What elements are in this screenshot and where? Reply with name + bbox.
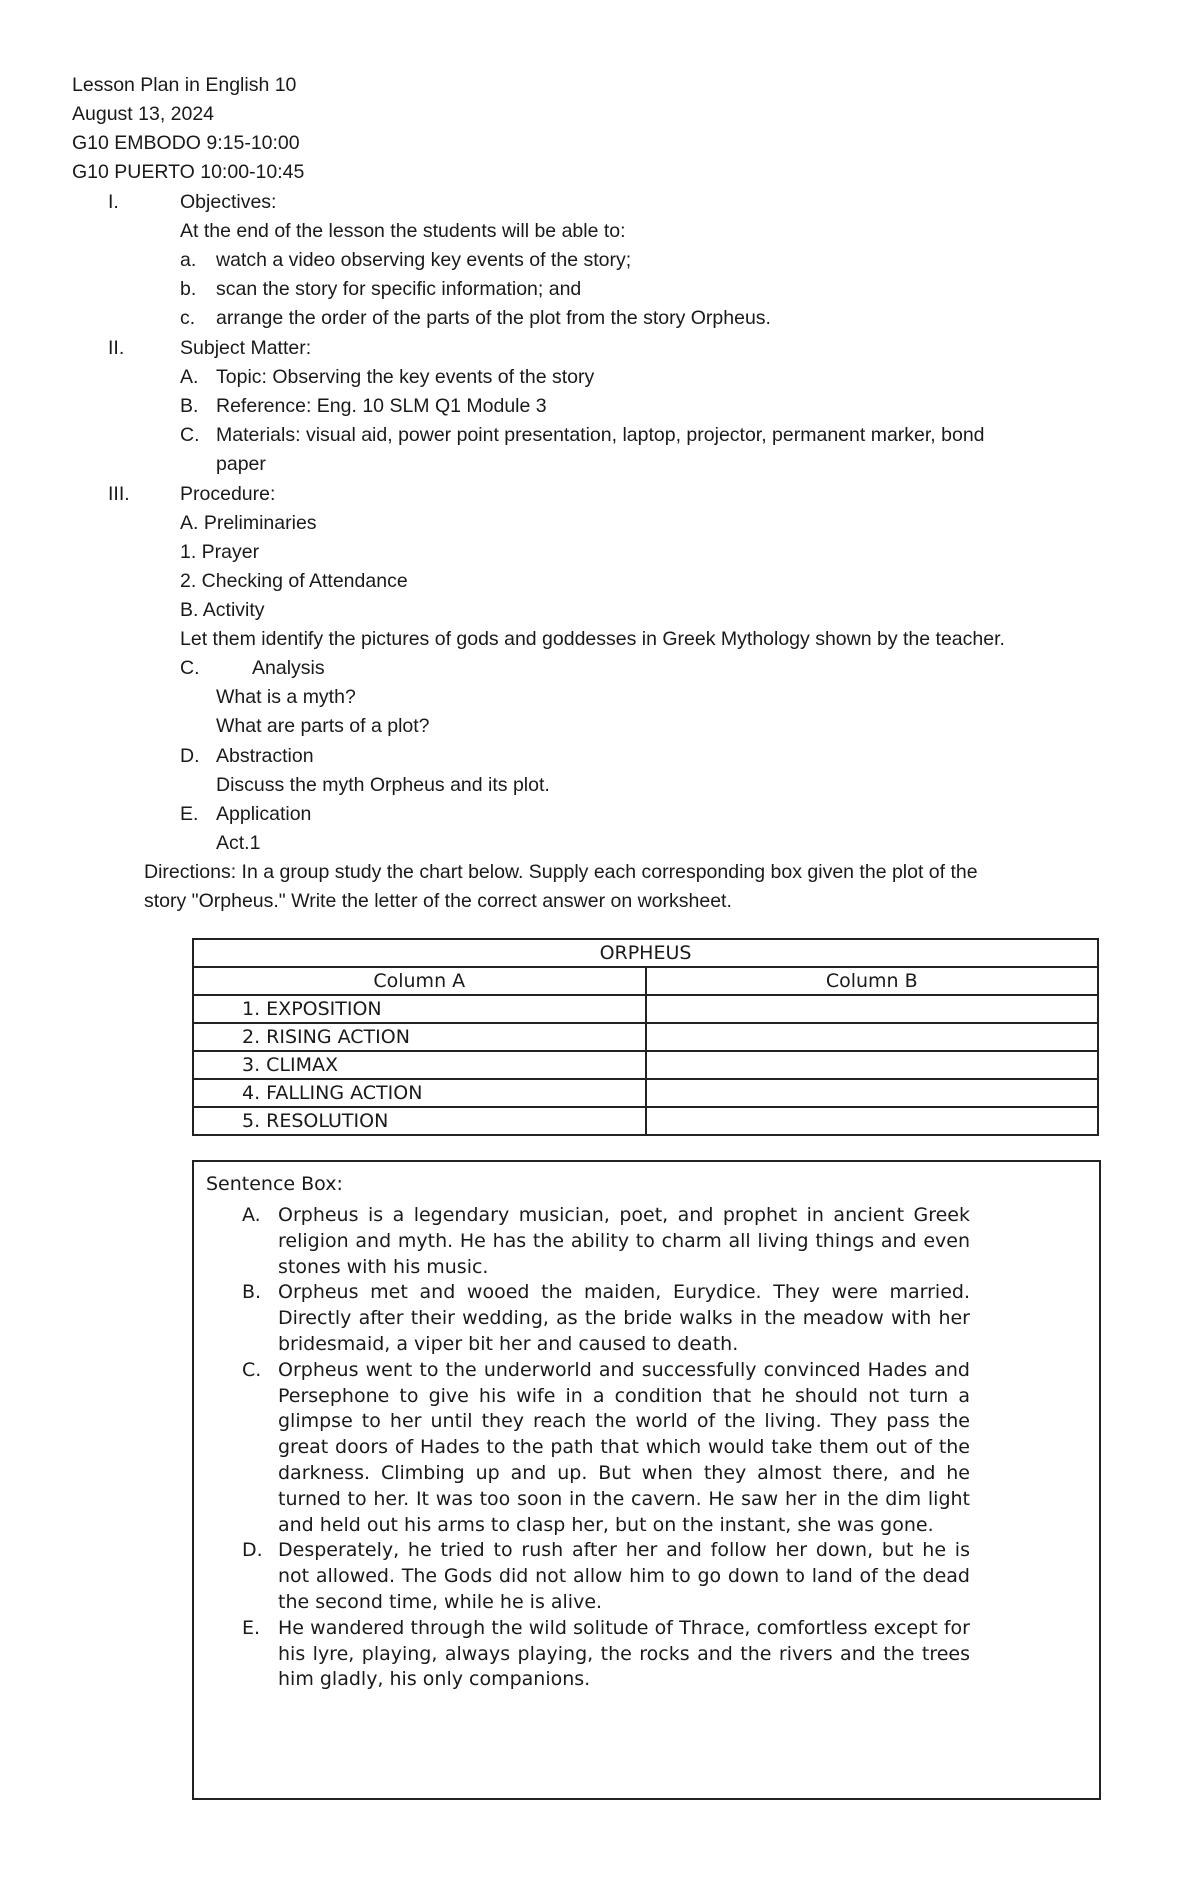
procedure-heading: Procedure: [180, 483, 276, 505]
objectives-heading: Objectives: [180, 191, 277, 213]
section-schedule-2: G10 PUERTO 10:00-10:45 [72, 161, 305, 183]
objective-letter: b. [180, 278, 197, 300]
subject-letter: C. [180, 424, 200, 446]
analysis-heading: Analysis [252, 657, 325, 679]
table-row [193, 1107, 1098, 1135]
sentence-box-heading: Sentence Box: [206, 1173, 343, 1195]
abstraction-letter: D. [180, 745, 200, 767]
lesson-date: August 13, 2024 [72, 103, 215, 125]
analysis-letter: C. [180, 657, 200, 679]
activity-heading: B. Activity [180, 599, 265, 621]
activity-number: Act.1 [216, 832, 261, 854]
application-letter: E. [180, 803, 199, 825]
subject-heading: Subject Matter: [180, 337, 312, 359]
prayer-item: 1. Prayer [180, 541, 260, 563]
attendance-item: 2. Checking of Attendance [180, 570, 408, 592]
answer-cell[interactable] [646, 1107, 1099, 1135]
abstraction-text: Discuss the myth Orpheus and its plot. [216, 774, 550, 796]
list-item [194, 1203, 970, 1280]
objective-item: arrange the order of the parts of the plot from the story Orpheus. [216, 307, 771, 329]
objective-letter: a. [180, 249, 197, 271]
sentence-text: Desperately, he tried to rush after her and follow her down, but he is not allowed. The Gods did not allow him to go down to land of the dead the second time, while he is alive. [278, 1539, 970, 1613]
table-row [193, 1023, 1098, 1051]
sentence-list [194, 1203, 1099, 1693]
answer-cell[interactable] [646, 995, 1099, 1023]
sentence-text: Orpheus met and wooed the maiden, Eurydice. They were married. Directly after their wedding, as the bride walks in the meadow with her bridesmaid, a viper bit her and caused to death. [278, 1281, 970, 1355]
list-item [194, 1358, 970, 1539]
plot-part-cell: 1. EXPOSITION [193, 995, 646, 1023]
sentence-letter: A. [242, 1204, 261, 1226]
sentence-letter: E. [242, 1616, 261, 1639]
subject-topic: Topic: Observing the key events of the story [216, 366, 595, 388]
subject-numeral: II. [108, 337, 125, 359]
objective-letter: c. [180, 307, 196, 329]
table-row [193, 1079, 1098, 1107]
answer-cell[interactable] [646, 1079, 1099, 1107]
subject-materials-cont: paper [216, 453, 266, 475]
list-item [194, 1538, 970, 1615]
plot-chart [192, 938, 1099, 1136]
section-schedule-1: G10 EMBODO 9:15-10:00 [72, 132, 300, 154]
objective-item: scan the story for specific information; and [216, 278, 582, 300]
plot-part-cell: 5. RESOLUTION [193, 1107, 646, 1135]
objectives-intro: At the end of the lesson the students will be able to: [180, 220, 626, 242]
answer-cell[interactable] [646, 1051, 1099, 1079]
sentence-text: He wandered through the wild solitude of Thrace, comfortless except for his lyre, playing, always playing, the rocks and the rivers and the trees him gladly, his only companions. [278, 1616, 970, 1691]
objective-item: watch a video observing key events of the story; [216, 249, 632, 271]
answer-cell[interactable] [646, 1023, 1099, 1051]
sentence-letter: D. [242, 1539, 263, 1562]
plot-part-cell: 2. RISING ACTION [193, 1023, 646, 1051]
plot-part-cell: 4. FALLING ACTION [193, 1079, 646, 1107]
table-row [193, 1051, 1098, 1079]
sentence-box [192, 1160, 1101, 1800]
subject-letter: A. [180, 366, 199, 388]
directions-line-2: story "Orpheus." Write the letter of the correct answer on worksheet. [144, 890, 732, 912]
preliminaries-heading: A. Preliminaries [180, 512, 317, 534]
sentence-letter: C. [242, 1358, 262, 1381]
abstraction-heading: Abstraction [216, 745, 314, 767]
analysis-question-1: What is a myth? [216, 686, 356, 708]
list-item [194, 1280, 970, 1357]
table-row [193, 995, 1098, 1023]
subject-letter: B. [180, 395, 199, 417]
procedure-numeral: III. [108, 483, 130, 505]
sentence-text: Orpheus is a legendary musician, poet, and prophet in ancient Greek religion and myth. He has the ability to charm all living things and even stones with his music. [278, 1204, 970, 1278]
sentence-text: Orpheus went to the underworld and successfully convinced Hades and Persephone to give his wife in a condition that he should not turn a glimpse to her until they reach the world of the living. They pass the great doors of Hades to the path that which would take them out of the darkness. Climbing up and up. But when they almost there, and he turned to her. It was too soon in the cavern. He saw her in the dim light and held out his arms to clasp her, but on the instant, she was gone. [278, 1358, 970, 1536]
subject-materials: Materials: visual aid, power point presentation, laptop, projector, permanent marker, bond [216, 424, 985, 446]
analysis-question-2: What are parts of a plot? [216, 715, 430, 737]
list-item [194, 1616, 970, 1693]
sentence-letter: B. [242, 1281, 262, 1304]
directions-line-1: Directions: In a group study the chart below. Supply each corresponding box given the plot of the [144, 861, 978, 883]
objectives-numeral: I. [108, 191, 119, 213]
plot-part-cell: 3. CLIMAX [193, 1051, 646, 1079]
lesson-title: Lesson Plan in English 10 [72, 74, 297, 96]
column-a-header: Column A [193, 967, 646, 995]
activity-text: Let them identify the pictures of gods and goddesses in Greek Mythology shown by the teacher. [180, 628, 1005, 650]
subject-reference: Reference: Eng. 10 SLM Q1 Module 3 [216, 395, 547, 417]
chart-title: ORPHEUS [193, 939, 1098, 967]
column-b-header: Column B [646, 967, 1099, 995]
application-heading: Application [216, 803, 312, 825]
